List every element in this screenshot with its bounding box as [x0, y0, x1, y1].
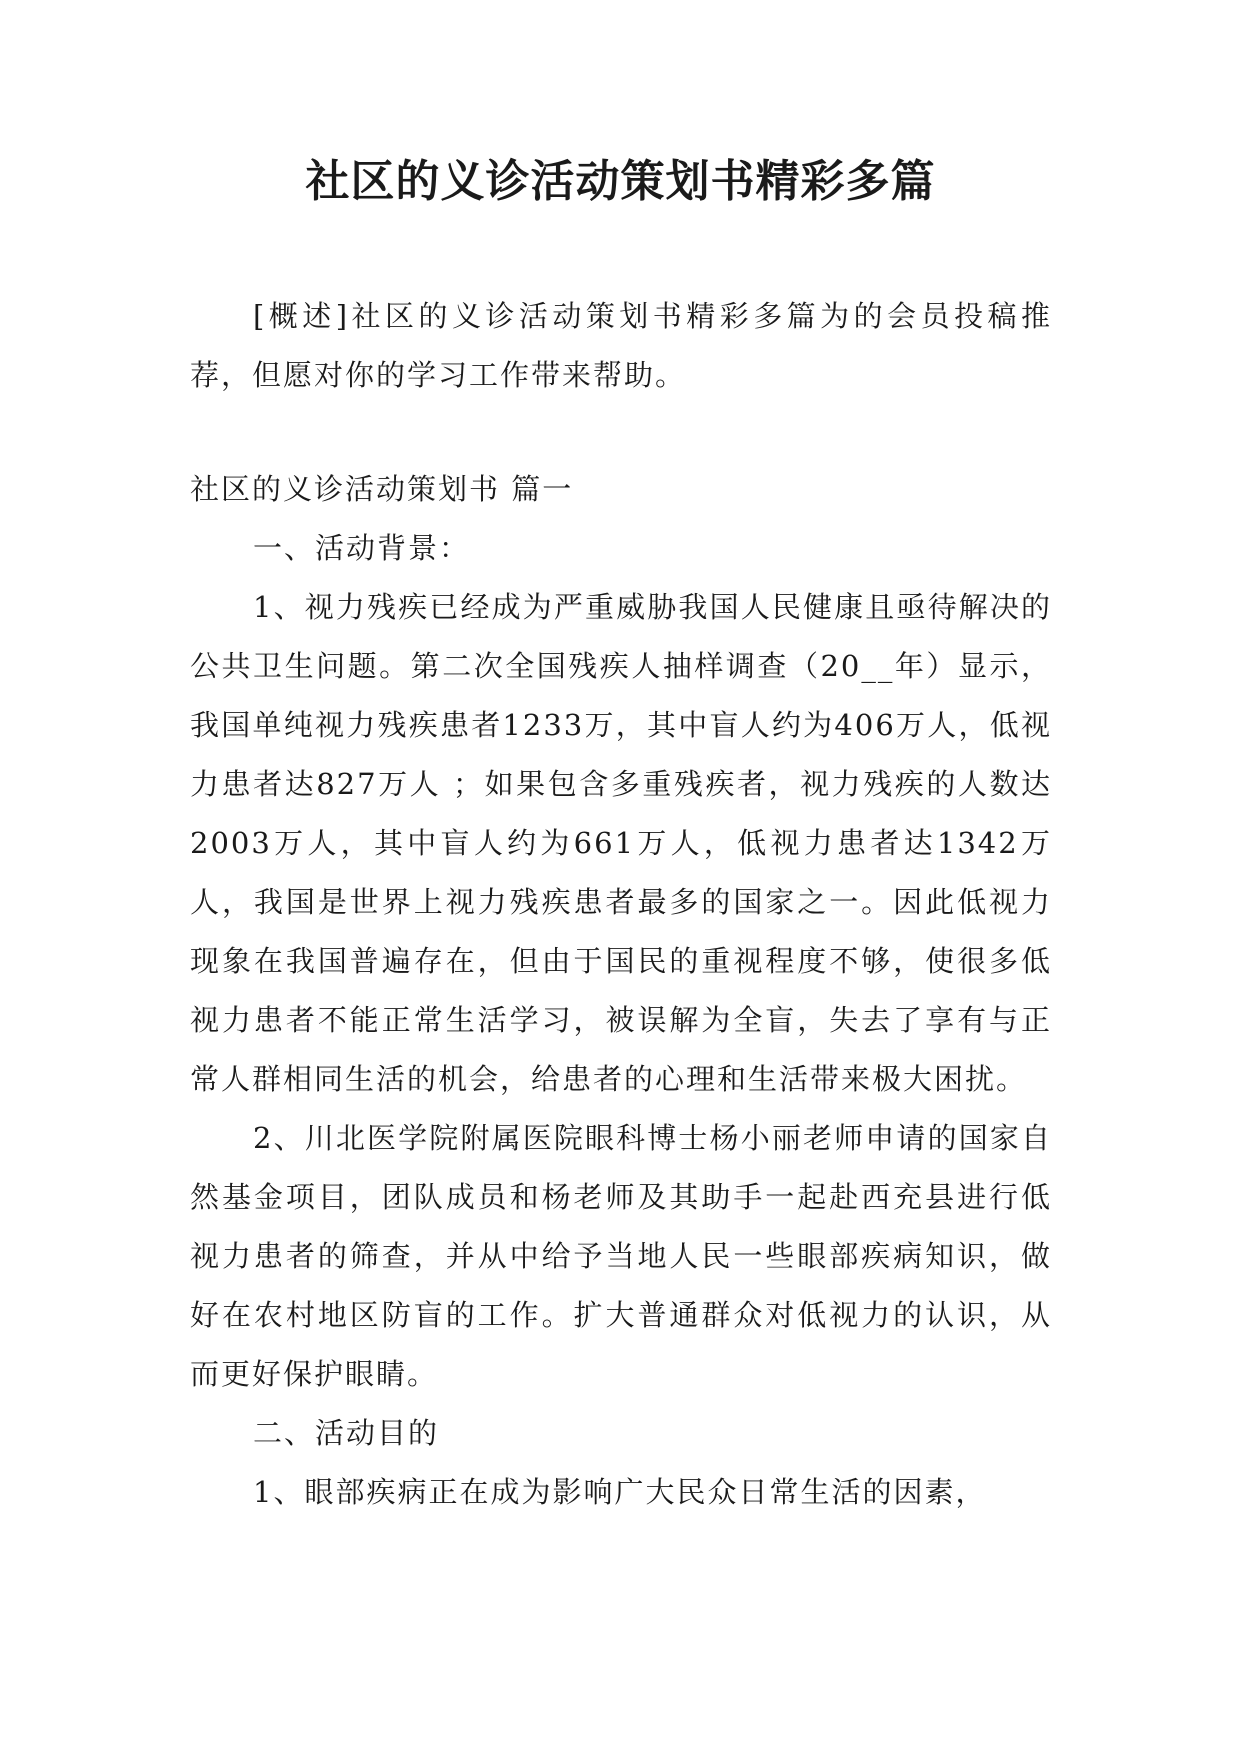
section-title: 社区的义诊活动策划书 篇一 — [190, 472, 574, 506]
paragraph-background-1: 1、视力残疾已经成为严重威胁我国人民健康且亟待解决的公共卫生问题。第二次全国残疾人抽样调查（20__年）显示，我国单纯视力残疾患者1233万，其中盲人约为406万人，低视力患者达827万人 ；如果包含多重残疾者，视力残疾的人数达2003万人，其中盲人约为661万人，低视力患者达1342万人，我国是世界上视力残疾患者最多的国家之一。因此低视力现象在我国普遍存在，但由于国民的重视程度不够，使很多低视力患者不能正常生活学习，被误解为全盲，失去了享有与正常人群相同生活的机会，给患者的心理和生活带来极大困扰。 — [190, 590, 1052, 1096]
paragraph-background-heading: 一、活动背景： — [253, 531, 471, 565]
summary-paragraph: [概述]社区的义诊活动策划书精彩多篇为的会员投稿推荐，但愿对你的学习工作带来帮助。 — [190, 299, 1052, 392]
document-body — [190, 460, 1052, 1522]
paragraph-purpose-1: 1、眼部疾病正在成为影响广大民众日常生活的因素， — [253, 1475, 987, 1509]
paragraph-purpose-heading: 二、活动目的 — [253, 1416, 440, 1450]
document-title: 社区的义诊活动策划书精彩多篇 — [305, 156, 936, 207]
paragraph-background-2: 2、川北医学院附属医院眼科博士杨小丽老师申请的国家自然基金项目，团队成员和杨老师及其助手一起赴西充县进行低视力患者的筛查，并从中给予当地人民一些眼部疾病知识，做好在农村地区防盲的工作。扩大普通群众对低视力的认识，从而更好保护眼睛。 — [190, 1121, 1052, 1391]
